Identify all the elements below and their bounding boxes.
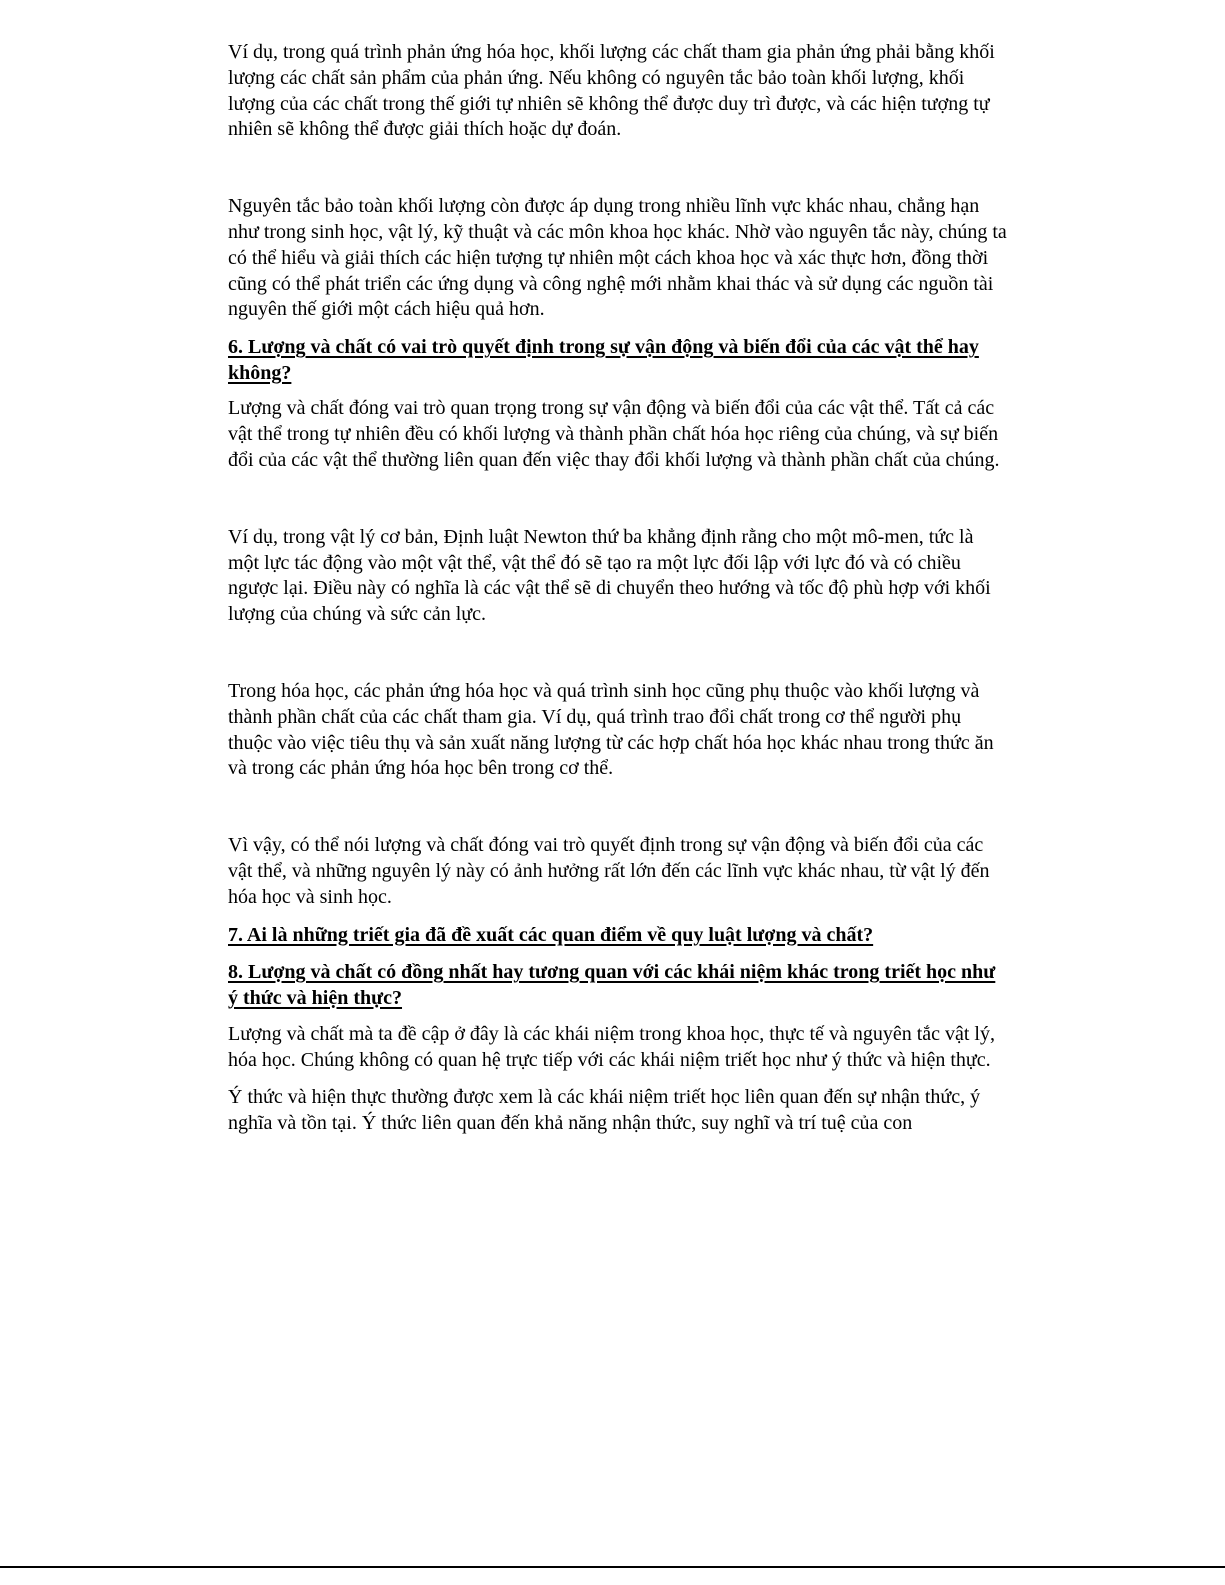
- paragraph-role-of-quantity-quality: Lượng và chất đóng vai trò quan trọng trong sự vận động và biến đổi của các vật thể. Tất cả các vật thể trong tự nhiên đều có khối lượng và thành phần chất hóa học riêng của chúng, và sự biến đổi của các vật thể thường liên quan đến việc thay đổi khối lượng và thành phần chất của chúng.: [228, 397, 1000, 471]
- paragraph-chemistry-example: Trong hóa học, các phản ứng hóa học và quá trình sinh học cũng phụ thuộc vào khối lượng và thành phần chất của các chất tham gia. Ví dụ, quá trình trao đổi chất trong cơ thể người phụ thuộc vào việc tiêu thụ và sản xuất năng lượng từ các hợp chất hóa học khác nhau trong thức ăn và trong các phản ứng hóa học bên trong cơ thể.: [228, 679, 994, 780]
- paragraph-conservation-example: Ví dụ, trong quá trình phản ứng hóa học, khối lượng các chất tham gia phản ứng phải bằng khối lượng các chất sản phẩm của phản ứng. Nếu không có nguyên tắc bảo toàn khối lượng, khối lượng của các chất trong thế giới tự nhiên sẽ không thể được duy trì được, và các hiện tượng tự nhiên sẽ không thể được giải thích hoặc dự đoán.: [228, 41, 995, 141]
- paragraph-conservation-applications: Nguyên tắc bảo toàn khối lượng còn được áp dụng trong nhiều lĩnh vực khác nhau, chẳng hạn như trong sinh học, vật lý, kỹ thuật và các môn khoa học khác. Nhờ vào nguyên tắc này, chúng ta có thể hiểu và giải thích các hiện tượng tự nhiên một cách khoa học và xác thực hơn, đồng thời cũng có thể phát triển các ứng dụng và công nghệ mới nhằm khai thác và sử dụng các nguồn tài nguyên thế giới một cách hiệu quả hơn.: [228, 195, 1007, 321]
- page-bottom-border: [0, 1566, 1225, 1568]
- heading-question-6: 6. Lượng và chất có vai trò quyết định trong sự vận động và biến đổi của các vật thể hay không?: [228, 336, 979, 384]
- paragraph-science-concepts: Lượng và chất mà ta đề cập ở đây là các khái niệm trong khoa học, thực tế và nguyên tắc vật lý, hóa học. Chúng không có quan hệ trực tiếp với các khái niệm triết học như ý thức và hiện thực.: [228, 1023, 995, 1072]
- paragraph-conclusion: Vì vậy, có thể nói lượng và chất đóng vai trò quyết định trong sự vận động và biến đổi của các vật thể, và những nguyên lý này có ảnh hưởng rất lớn đến các lĩnh vực khác nhau, từ vật lý đến hóa học và sinh học.: [228, 834, 990, 908]
- document-page: [228, 40, 1008, 1136]
- heading-question-7: 7. Ai là những triết gia đã đề xuất các quan điểm về quy luật lượng và chất?: [228, 923, 874, 946]
- paragraph-newton-example: Ví dụ, trong vật lý cơ bản, Định luật Newton thứ ba khẳng định rằng cho một mô-men, tức là một lực tác động vào một vật thể, vật thể đó sẽ tạo ra một lực đối lập với lực đó và có chiều ngược lại. Điều này có nghĩa là các vật thể sẽ di chuyển theo hướng và tốc độ phù hợp với khối lượng của chúng và sức cản lực.: [228, 525, 991, 626]
- heading-question-8: 8. Lượng và chất có đồng nhất hay tương quan với các khái niệm khác trong triết học như ý thức và hiện thực?: [228, 961, 996, 1009]
- paragraph-consciousness-reality: Ý thức và hiện thực thường được xem là các khái niệm triết học liên quan đến sự nhận thức, ý nghĩa và tồn tại. Ý thức liên quan đến khả năng nhận thức, suy nghĩ và trí tuệ của con: [228, 1085, 981, 1134]
